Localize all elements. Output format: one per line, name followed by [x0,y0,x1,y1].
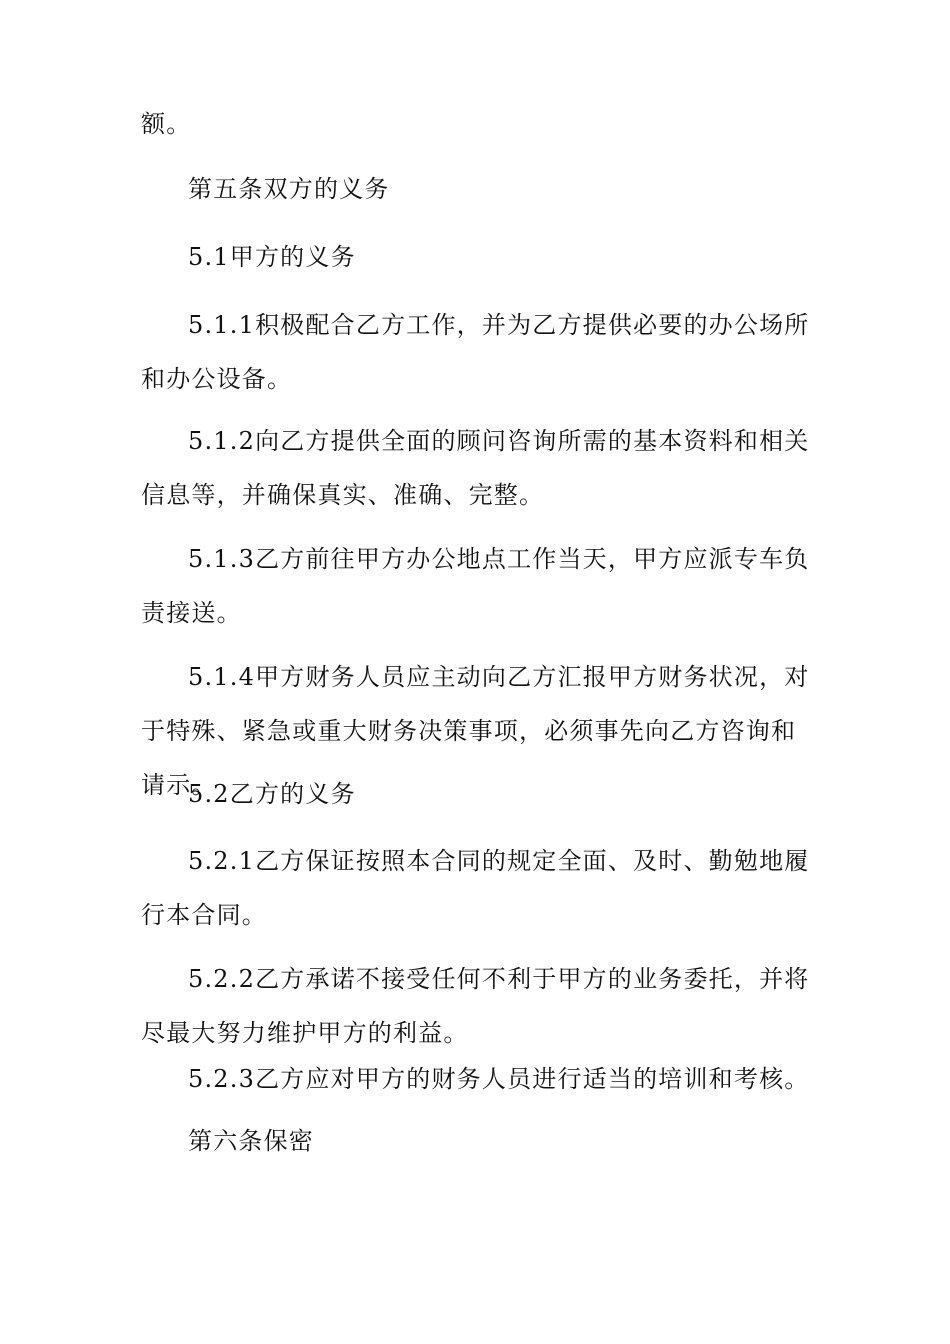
article-6-heading: 第六条保密 [188,1127,314,1155]
clause-5-1-4: 5.1.4甲方财务人员应主动向乙方汇报甲方财务状况，对于特殊、紧急或重大财务决策事项，必须事先向乙方咨询和请示。 [141,663,810,799]
clause-5-2-1: 5.2.1乙方保证按照本合同的规定全面、及时、勤勉地履行本合同。 [141,847,810,929]
section-5-2-heading: 5.2乙方的义务 [188,780,356,808]
clause-5-1-3: 5.1.3乙方前往甲方办公地点工作当天，甲方应派专车负责接送。 [141,545,810,627]
clause-5-1-2: 5.1.2向乙方提供全面的顾问咨询所需的基本资料和相关信息等，并确保真实、准确、完整。 [141,427,810,509]
clause-5-1-1: 5.1.1积极配合乙方工作，并为乙方提供必要的办公场所和办公设备。 [141,311,810,393]
paragraph-continuation: 额。 [141,110,192,138]
clause-5-2-2: 5.2.2乙方承诺不接受任何不利于甲方的业务委托，并将尽最大努力维护甲方的利益。 [141,965,810,1047]
article-5-heading: 第五条双方的义务 [188,175,390,203]
clause-5-2-3: 5.2.3乙方应对甲方的财务人员进行适当的培训和考核。 [188,1065,810,1093]
section-5-1-heading: 5.1甲方的义务 [188,243,356,271]
